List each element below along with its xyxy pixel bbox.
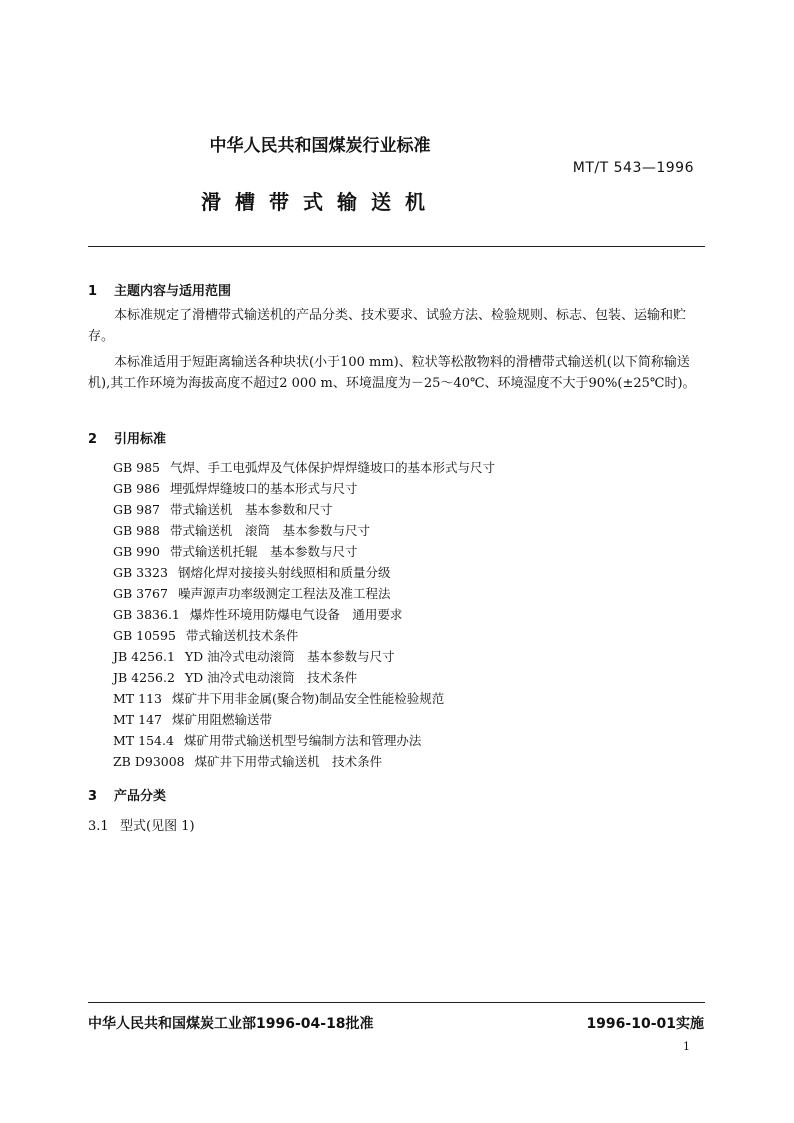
reference-title: 钢熔化焊对接接头射线照相和质量分级 <box>177 565 391 580</box>
implementation-date: 1996-10-01实施 <box>586 1016 704 1032</box>
paragraph-text: 本标准规定了滑槽带式输送机的产品分类、技术要求、试验方法、检验规则、标志、包装、运输和贮存。 <box>88 308 687 344</box>
reference-code: GB 3323 <box>113 565 168 580</box>
reference-code: MT 154.4 <box>113 733 174 748</box>
reference-item <box>113 668 357 686</box>
reference-title: 煤矿井下用非金属(聚合物)制品安全性能检验规范 <box>171 691 445 706</box>
subsection-3-1 <box>88 815 195 834</box>
reference-title: 带式输送机 滚筒 基本参数与尺寸 <box>170 523 371 538</box>
footer-divider <box>88 1002 705 1003</box>
subsection-number: 3.1 <box>88 819 109 834</box>
reference-item <box>113 542 358 560</box>
reference-title: 煤矿用阻燃输送带 <box>171 712 272 727</box>
reference-code: GB 3836.1 <box>113 607 180 622</box>
reference-title: 带式输送机托辊 基本参数与尺寸 <box>170 544 358 559</box>
reference-item <box>113 500 333 518</box>
reference-code: ZB D93008 <box>113 754 185 769</box>
reference-code: GB 985 <box>113 460 161 475</box>
reference-item <box>113 689 444 707</box>
reference-item <box>113 731 421 749</box>
reference-code: GB 986 <box>113 481 161 496</box>
reference-item <box>113 647 395 665</box>
reference-title: YD 油冷式电动滚筒 基本参数与尺寸 <box>184 649 395 664</box>
document-title: 滑槽带式输送机 <box>201 190 439 214</box>
reference-title: 带式输送机 基本参数和尺寸 <box>170 502 333 517</box>
reference-title: 噪声源声功率级测定工程法及准工程法 <box>177 586 391 601</box>
section-1-heading <box>88 280 231 299</box>
header-divider <box>88 246 705 247</box>
reference-item <box>113 479 358 497</box>
section-number: 2 <box>88 432 98 447</box>
paragraph-text: 本标准适用于短距离输送各种块状(小于100 mm)、粒状等松散物料的滑槽带式输送机(以下简称输送机),其工作环境为海拔高度不超过2 000 m、环境温度为－25～40℃、环境湿度不大于90%(±25℃时)。 <box>88 355 696 391</box>
section-number: 1 <box>88 284 98 299</box>
reference-item <box>113 563 390 581</box>
approval-info: 中华人民共和国煤炭工业部1996-04-18批准 <box>88 1016 374 1032</box>
reference-title: 气焊、手工电弧焊及气体保护焊焊缝坡口的基本形式与尺寸 <box>170 460 496 475</box>
reference-code: MT 147 <box>113 712 162 727</box>
reference-title: 爆炸性环境用防爆电气设备 通用要求 <box>189 607 403 622</box>
section-title: 主题内容与适用范围 <box>114 284 232 299</box>
reference-item <box>113 752 382 770</box>
standard-organization: 中华人民共和国煤炭行业标准 <box>209 136 431 156</box>
section-3-heading <box>88 785 166 804</box>
reference-title: 埋弧焊焊缝坡口的基本形式与尺寸 <box>170 481 358 496</box>
reference-item <box>113 458 495 476</box>
page-number: 1 <box>683 1040 690 1053</box>
section-1-paragraph-1 <box>88 305 705 347</box>
reference-code: GB 988 <box>113 523 161 538</box>
subsection-text: 型式(见图 1) <box>120 819 195 834</box>
section-1-paragraph-2 <box>88 352 705 394</box>
standard-code: MT/T 543—1996 <box>572 160 694 176</box>
section-title: 产品分类 <box>114 789 167 804</box>
reference-item <box>113 584 390 602</box>
section-title: 引用标准 <box>114 432 167 447</box>
section-2-heading <box>88 428 166 447</box>
reference-item <box>113 605 402 623</box>
reference-item <box>113 710 272 728</box>
reference-code: MT 113 <box>113 691 162 706</box>
reference-title: 煤矿井下用带式输送机 技术条件 <box>194 754 383 769</box>
reference-code: JB 4256.1 <box>113 649 175 664</box>
reference-code: GB 987 <box>113 502 161 517</box>
reference-title: YD 油冷式电动滚筒 技术条件 <box>184 670 358 685</box>
reference-code: GB 10595 <box>113 628 176 643</box>
reference-item <box>113 521 370 539</box>
reference-code: GB 990 <box>113 544 161 559</box>
reference-title: 带式输送机技术条件 <box>185 628 299 643</box>
reference-item <box>113 626 298 644</box>
reference-code: JB 4256.2 <box>113 670 175 685</box>
section-number: 3 <box>88 789 98 804</box>
reference-code: GB 3767 <box>113 586 168 601</box>
reference-title: 煤矿用带式输送机型号编制方法和管理办法 <box>183 733 422 748</box>
